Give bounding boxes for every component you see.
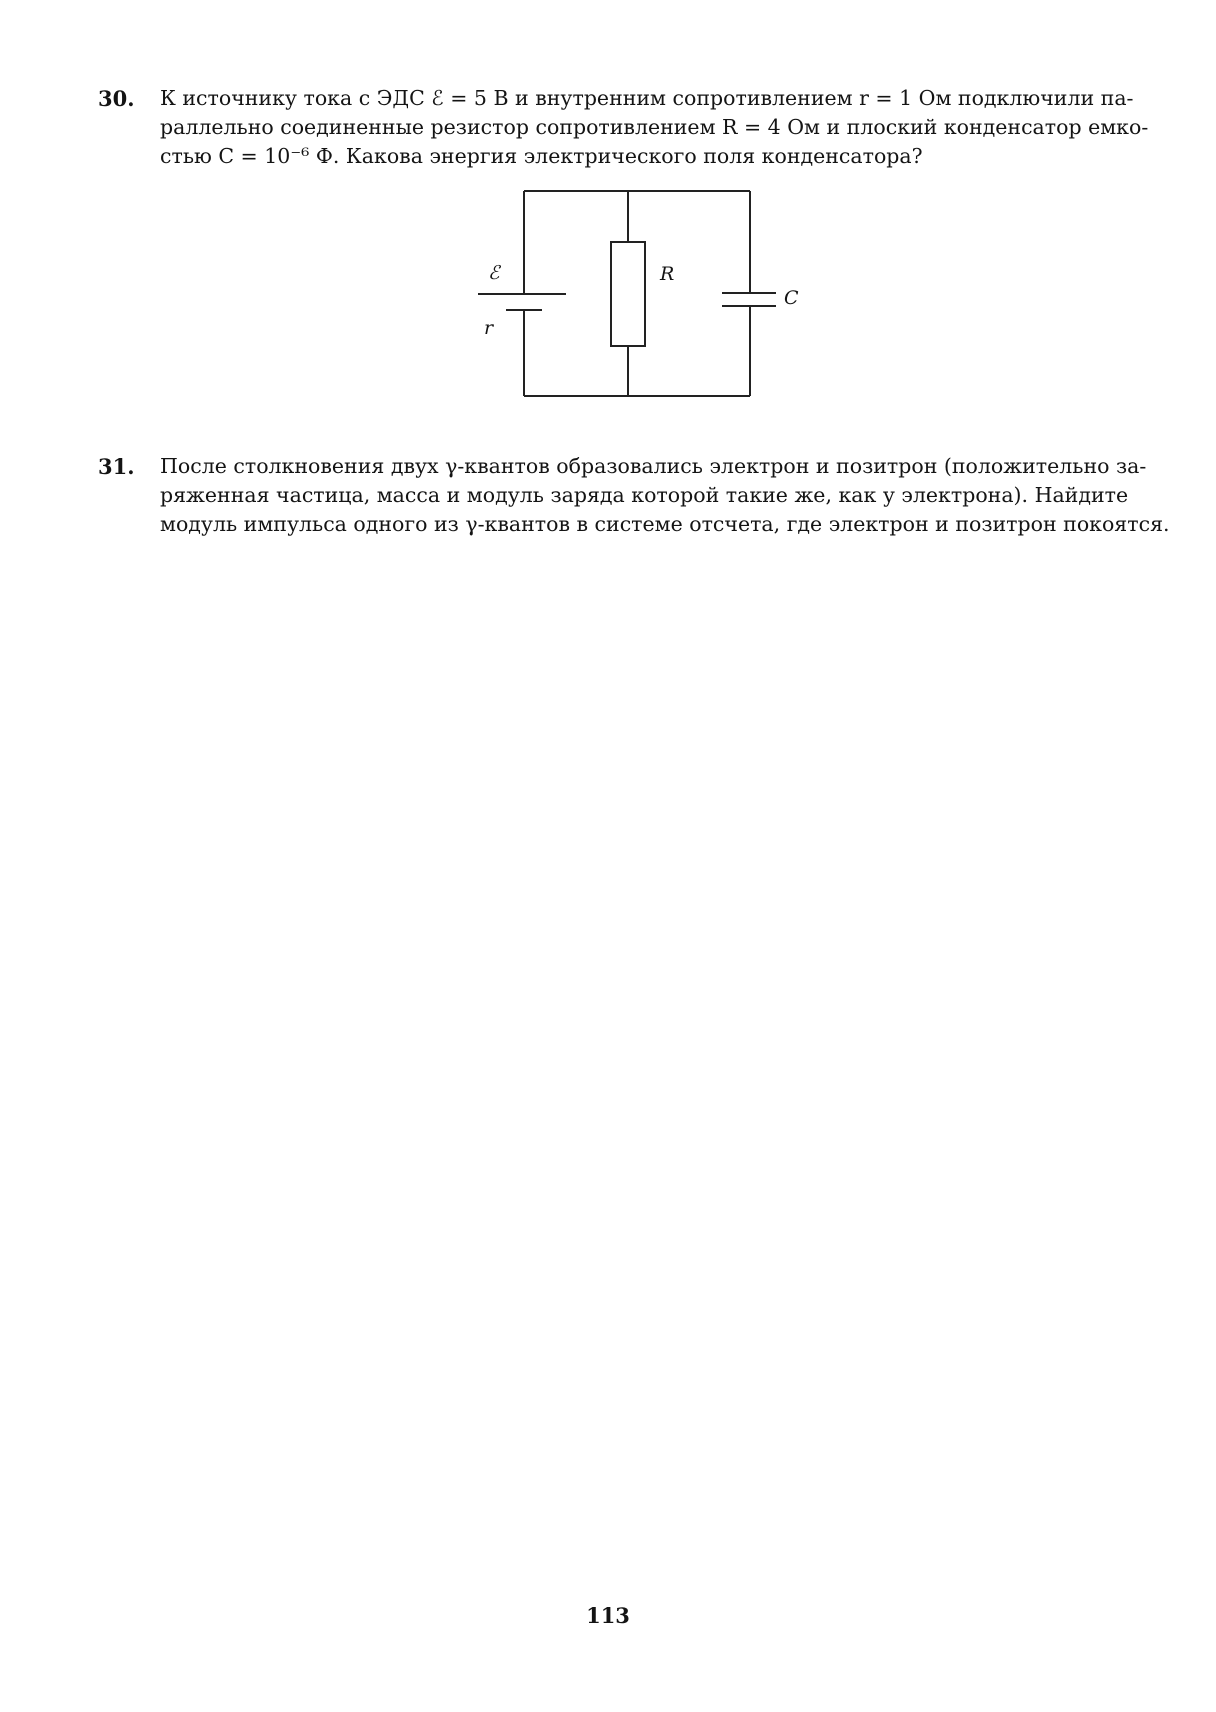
capacitor-label: C <box>784 287 799 309</box>
problem-number: 31. <box>98 454 135 479</box>
problem-text-line: ряженная частица, масса и модуль заряда которой такие же, как у электрона). Найдите <box>160 483 1129 507</box>
problem-text-line: К источнику тока с ЭДС ℰ = 5 В и внутренним сопротивлением r = 1 Ом подключили па- <box>160 86 1134 110</box>
internal-resistance-label: r <box>484 317 494 339</box>
problem-text-line: После столкновения двух γ-квантов образовались электрон и позитрон (положительно за- <box>160 454 1147 478</box>
emf-label: ℰ <box>488 262 500 284</box>
problem-text-line: раллельно соединенные резистор сопротивлением R = 4 Ом и плоский конденсатор емко- <box>160 115 1149 139</box>
circuit-diagram <box>470 186 810 406</box>
resistor-label: R <box>660 263 675 285</box>
resistor <box>611 242 645 346</box>
problem-text-line: стью C = 10⁻⁶ Ф. Какова энергия электрического поля конденсатора? <box>160 144 923 168</box>
problem-number: 30. <box>98 86 135 111</box>
page-number: 113 <box>586 1603 630 1628</box>
problem-text-line: модуль импульса одного из γ-квантов в системе отсчета, где электрон и позитрон покоятся. <box>160 512 1170 536</box>
